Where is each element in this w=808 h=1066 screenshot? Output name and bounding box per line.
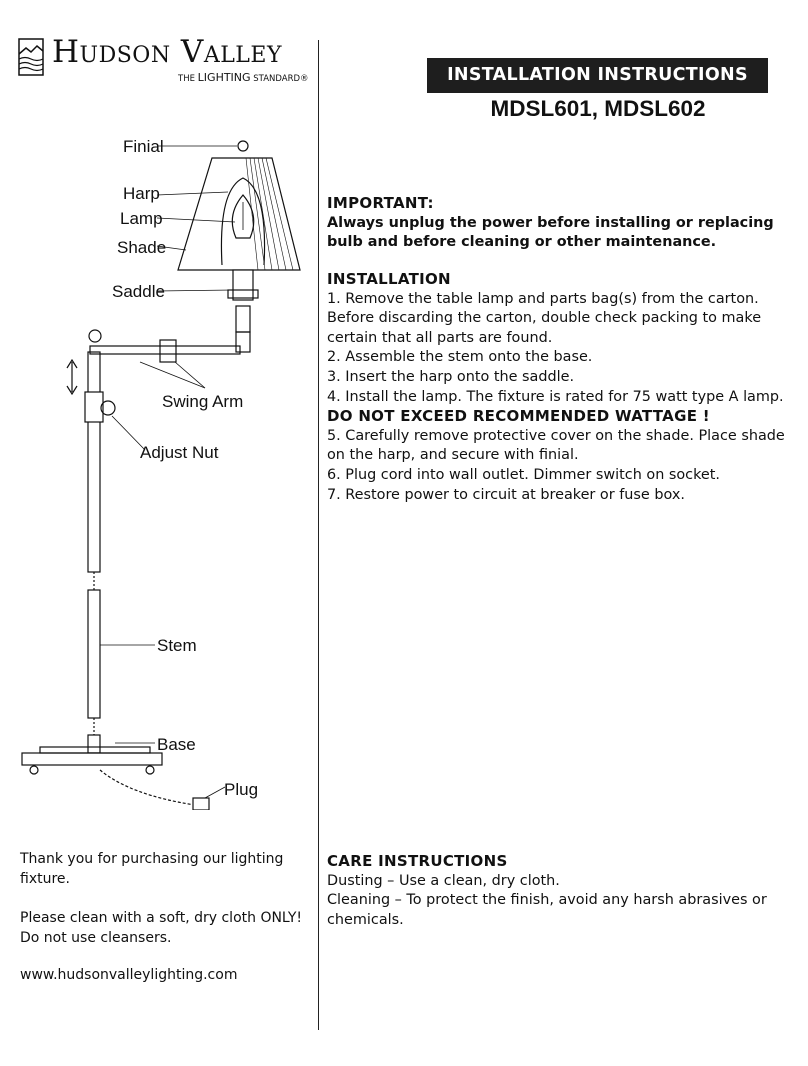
label-finial: Finial: [123, 137, 164, 156]
tagline-mid: LIGHTING: [197, 71, 251, 84]
important-heading: IMPORTANT:: [327, 194, 434, 212]
installation-step: 1. Remove the table lamp and parts bag(s) from the carton. Before discarding the carton, double check packing to make certain that all parts are found.: [327, 290, 762, 346]
installation-section: [327, 270, 797, 505]
cleaning-note: Please clean with a soft, dry cloth ONLY! Do not use cleansers.: [20, 910, 303, 946]
label-harp: Harp: [123, 184, 160, 203]
swing-arm-drawing: [90, 346, 240, 354]
installation-step: 7. Restore power to circuit at breaker or fuse box.: [327, 486, 685, 503]
label-adjust-nut: Adjust Nut: [140, 443, 219, 462]
important-section: [327, 194, 797, 253]
label-shade: Shade: [117, 238, 167, 257]
installation-step: 5. Carefully remove protective cover on the shade. Place shade on the harp, and secure with finial.: [327, 427, 785, 464]
tagline-pre: THE: [178, 74, 195, 84]
column-divider: [318, 40, 319, 1030]
plug-drawing: [193, 798, 209, 810]
thank-you-note: Thank you for purchasing our lighting fixture.: [20, 851, 284, 887]
brand-tagline: [178, 71, 309, 84]
care-section: [327, 852, 797, 930]
label-lamp: Lamp: [120, 209, 163, 228]
finial-drawing: [238, 141, 248, 151]
saddle-drawing: [233, 270, 253, 300]
label-plug: Plug: [224, 780, 259, 799]
care-heading: CARE INSTRUCTIONS: [327, 852, 508, 870]
brand-name: Hudson Valley: [52, 34, 283, 70]
model-numbers: MDSL601, MDSL602: [490, 96, 706, 121]
label-stem: Stem: [157, 636, 197, 655]
installation-step: 4. Install the lamp. The fixture is rated for 75 watt type A lamp.: [327, 388, 784, 405]
label-saddle: Saddle: [112, 282, 165, 301]
installation-step: 3. Insert the harp onto the saddle.: [327, 368, 575, 385]
important-text: Always unplug the power before installing or replacing bulb and before cleaning or other maintenance.: [327, 214, 774, 251]
tagline-post: STANDARD®: [253, 74, 309, 84]
installation-step: 6. Plug cord into wall outlet. Dimmer switch on socket.: [327, 466, 720, 483]
website-link[interactable]: www.hudsonvalleylighting.com: [20, 967, 238, 983]
base-drawing: [22, 753, 162, 765]
installation-step: 2. Assemble the stem onto the base.: [327, 349, 593, 366]
brand-logo-mark: [18, 38, 44, 76]
care-cleaning: Cleaning – To protect the finish, avoid any harsh abrasives or chemicals.: [327, 892, 767, 928]
care-dusting: Dusting – Use a clean, dry cloth.: [327, 872, 560, 889]
stem-drawing: [88, 590, 100, 718]
installation-heading: INSTALLATION: [327, 270, 451, 288]
lamp-diagram: [0, 130, 318, 810]
label-base: Base: [157, 735, 196, 754]
label-swing-arm: Swing Arm: [162, 392, 244, 411]
cord-drawing: [100, 770, 195, 805]
wattage-warning: DO NOT EXCEED RECOMMENDED WATTAGE !: [327, 407, 710, 426]
page-title: INSTALLATION INSTRUCTIONS: [427, 58, 768, 93]
shade-drawing: [178, 158, 300, 270]
